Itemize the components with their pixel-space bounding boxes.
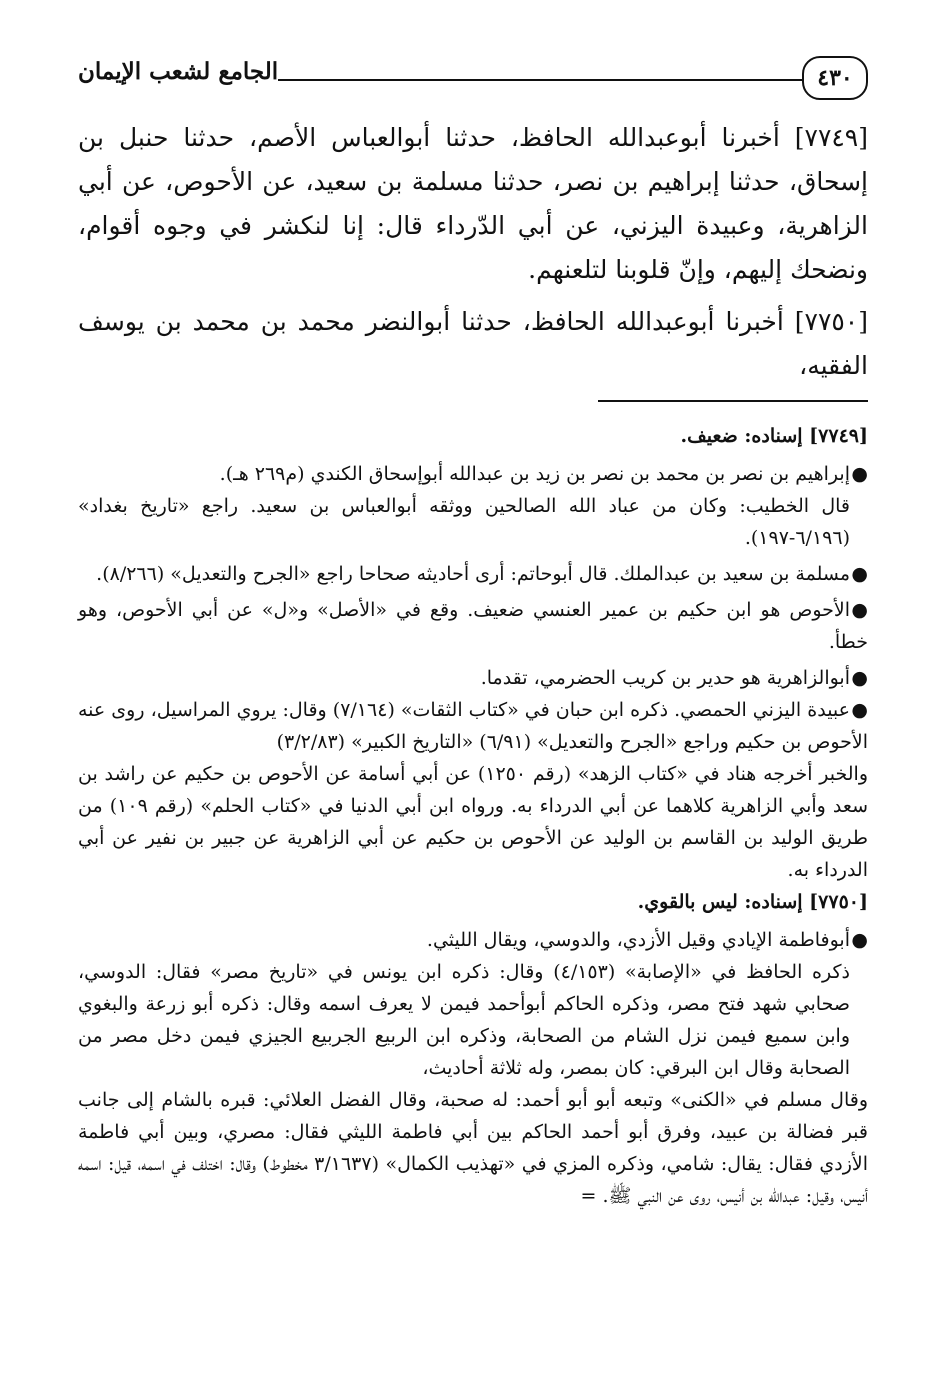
note-7749-bullet-2: ●مسلمة بن سعيد بن عبدالملك. قال أبوحاتم: أرى أحاديثه صحاحا راجع «الجرح والتعديل» (٨/٢٦٦). [78, 558, 868, 590]
bullet-icon: ● [851, 463, 868, 485]
note-7749-heading: [٧٧٤٩] إسناده: ضعيف. [680, 425, 868, 447]
footnotes [78, 420, 868, 1212]
note-7749-bullet-5: ●عبيدة اليزني الحمصي. ذكره ابن حبان في «كتاب الثقات» (٧/١٦٤) وقال: يروي المراسيل، روى عنه الأحوص بن حكيم وراجع «الجرح والتعديل» (٦/٩١) «التاريخ الكبير» (٣/٢/٨٣) [78, 694, 868, 758]
note-7750-continuation: وقال مسلم في «الكنى» وتبعه أبو أبو أحمد: له صحبة، وقال الفضل العلائي: قبره بالشام إلى جانب قبر فضالة بن عبيد، وفرق أبو أحمد الحاكم بين أبي فاطمة الليثي فقال: مصري، وبين أبي فاطمة الأزدي فقال: يقال: شامي، وذكره المزي في «تهذيب الكمال» (٣/١٦٣٧ مخطوط) وقال: اختلف في اسمه، قيل: اسمه أنيس، وقيل: عبدالله بن أنيس، روى عن النبي ﷺ. = [78, 1089, 868, 1207]
bullet-icon: ● [851, 699, 868, 721]
header-rule [278, 79, 806, 81]
note-7749-bullet-3: ●الأحوص هو ابن حكيم بن عمير العنسي ضعيف. وقع في «الأصل» و«ل» عن أبي الأحوص، وهو خطأ. [78, 594, 868, 658]
page-header [78, 52, 868, 102]
bullet-icon: ● [851, 667, 868, 689]
page [78, 52, 868, 1212]
hadith-7749: [٧٧٤٩] أخبرنا أبوعبدالله الحافظ، حدثنا أبوالعباس الأصم، حدثنا حنبل بن إسحاق، حدثنا إبراهيم بن نصر، حدثنا مسلمة بن سعيد، عن الأحوص، عن أبي الزاهرية، وعبيدة اليزني، عن أبي الدّرداء قال: إنا لنكشر في وجوه أقوام، ونضحك إليهم، وإنّ قلوبنا لتلعنهم. [78, 123, 868, 284]
note-7749-bullet-1: ●إبراهيم بن نصر بن محمد بن نصر بن زيد بن عبدالله أبوإسحاق الكندي (م٢٦٩ هـ). [78, 458, 868, 490]
note-7750-heading: [٧٧٥٠] إسناده: ليس بالقوي. [637, 891, 868, 913]
book-title: الجامع لشعب الإيمان [78, 58, 279, 85]
bullet-icon: ● [851, 563, 868, 585]
note-7750-bullet-1-detail: ذكره الحافظ في «الإصابة» (٤/١٥٣) وقال: ذكره ابن يونس في «تاريخ مصر» فقال: الدوسي، صحابي شهد فتح مصر، وذكره الحاكم أبوأحمد فيمن لا يعرف اسمه وقال: ذكره أبو زرعة والبغوي وابن سميع فيمن نزل الشام من الصحابة، وذكره ابن الربيع الجربيع الجيزي فيمن دخل مصر من الصحابة وقال ابن البرقي: كان بمصر، وله ثلاثة أحاديث، [78, 961, 851, 1079]
bullet-icon: ● [851, 929, 868, 951]
note-7749-takhrij: والخبر أخرجه هناد في «كتاب الزهد» (رقم ١٢٥٠) عن أبي أسامة عن الأحوص بن حكيم عن راشد بن سعد وأبي الزاهرية كلاهما عن أبي الدرداء به. ورواه ابن أبي الدنيا في «كتاب الحلم» (رقم ١٠٩) من طريق الوليد بن القاسم بن الوليد عن الأحوص بن حكيم عن أبي الزاهرية عن جبير بن نفير عن أبي الدرداء به. [78, 763, 868, 881]
page-number: ٤٣٠ [802, 56, 868, 100]
note-7749-bullet-1-detail: قال الخطيب: وكان من عباد الله الصالحين ووثقه أبوالعباس بن سعيد. راجع «تاريخ بغداد» (٦/١٩٦-١٩٧). [78, 495, 850, 549]
note-7749-bullet-4: ●أبوالزاهرية هو حدير بن كريب الحضرمي، تقدما. [78, 662, 868, 694]
note-7750-bullet-1: ●أبوفاطمة الإيادي وقيل الأزدي، والدوسي، ويقال الليثي. [78, 924, 868, 956]
footnote-divider [598, 400, 868, 402]
hadith-7750: [٧٧٥٠] أخبرنا أبوعبدالله الحافظ، حدثنا أبوالنضر محمد بن محمد بن يوسف الفقيه، [78, 307, 868, 380]
main-text [78, 116, 868, 388]
bullet-icon: ● [851, 599, 868, 621]
